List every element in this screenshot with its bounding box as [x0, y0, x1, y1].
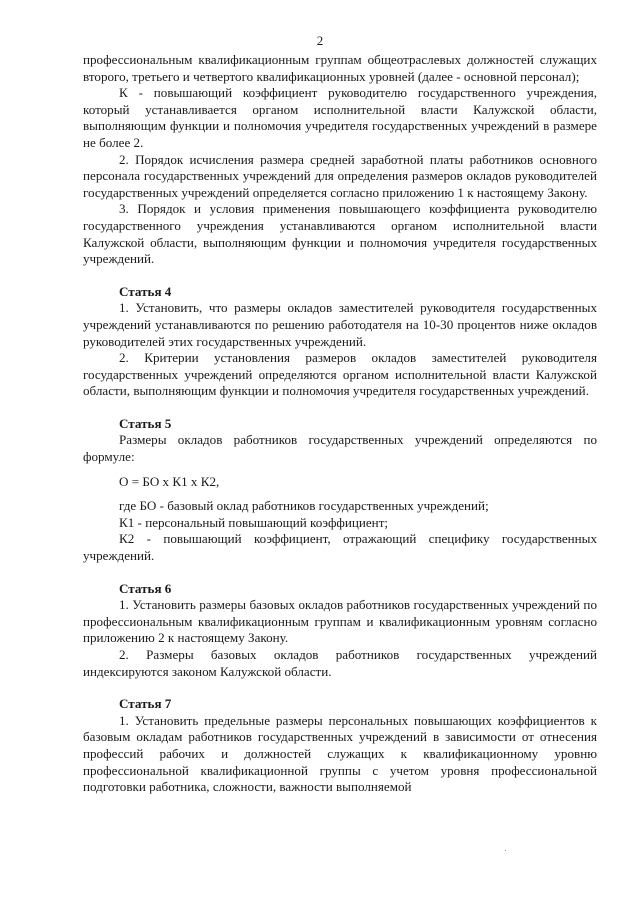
article-6-heading: Статья 6: [119, 580, 172, 596]
article-6-paragraph-1: 1. Установить размеры базовых окладов работников государственных учреждений по профессиональным квалификационным группам и квалификационным уровням согласно приложению 2 к настоящему Закону.: [83, 597, 597, 646]
article-7-heading: Статья 7: [119, 696, 172, 712]
article-5-paragraph-3: К1 - персональный повышающий коэффициент;: [119, 514, 389, 530]
intro-paragraph-2: К - повышающий коэффициент руководителю государственного учреждения, который устанавливается органом исполнительной власти Калужской области, выполняющим функции и полномочия учредителя государственных учреждений в размере не более 2.: [83, 85, 597, 150]
article-4-paragraph-2: 2. Критерии установления размеров окладов заместителей руководителя государственных учреждений определяются органом исполнительной власти Калужской области, выполняющим функции и полномочия учредителя государственных учреждений.: [83, 350, 597, 399]
article-6-paragraph-2: 2. Размеры базовых окладов работников государственных учреждений индексируются законом Калужской области.: [83, 647, 597, 679]
article-5-paragraph-2: где БО - базовый оклад работников государственных учреждений;: [119, 498, 489, 514]
page-number: 2: [316, 33, 324, 48]
article-4-heading: Статья 4: [119, 283, 172, 299]
article-4-paragraph-1: 1. Установить, что размеры окладов заместителей руководителя государственных учреждений устанавливаются по решению работодателя на 10-30 процентов ниже окладов руководителей этих государственных учреждений.: [83, 300, 597, 349]
scan-speck: [505, 850, 506, 851]
salary-formula: О = БО х К1 х К2,: [119, 473, 220, 489]
intro-paragraph-4: 3. Порядок и условия применения повышающего коэффициента руководителю государственного учреждения устанавливаются органом исполнительной власти Калужской области, выполняющим функции и полномочия учредителя государственных учреждений.: [83, 201, 597, 267]
article-5-paragraph-4: К2 - повышающий коэффициент, отражающий специфику государственных учреждений.: [83, 531, 597, 564]
intro-paragraph-3: 2. Порядок исчисления размера средней заработной платы работников основного персонала государственных учреждений для определения размеров окладов руководителей государственных учреждений определяется согласно приложению 1 к настоящему Закону.: [83, 151, 597, 200]
intro-paragraph-1: профессиональным квалификационным группам общеотраслевых должностей служащих второго, третьего и четвертого квалификационных уровней (далее - основной персонал);: [83, 52, 597, 84]
article-7-paragraph-1: 1. Установить предельные размеры персональных повышающих коэффициентов к базовым окладам работников государственных учреждений в зависимости от отнесения профессий рабочих и должностей служащих к квалификационному уровню профессиональной квалификационной группы с учетом уровня профессиональной подготовки работника, сложности, важности выполняемой: [83, 712, 597, 795]
document-body: [83, 52, 597, 796]
article-5-paragraph-1: Размеры окладов работников государственных учреждений определяются по формуле:: [83, 432, 597, 465]
article-5-heading: Статья 5: [119, 415, 172, 431]
